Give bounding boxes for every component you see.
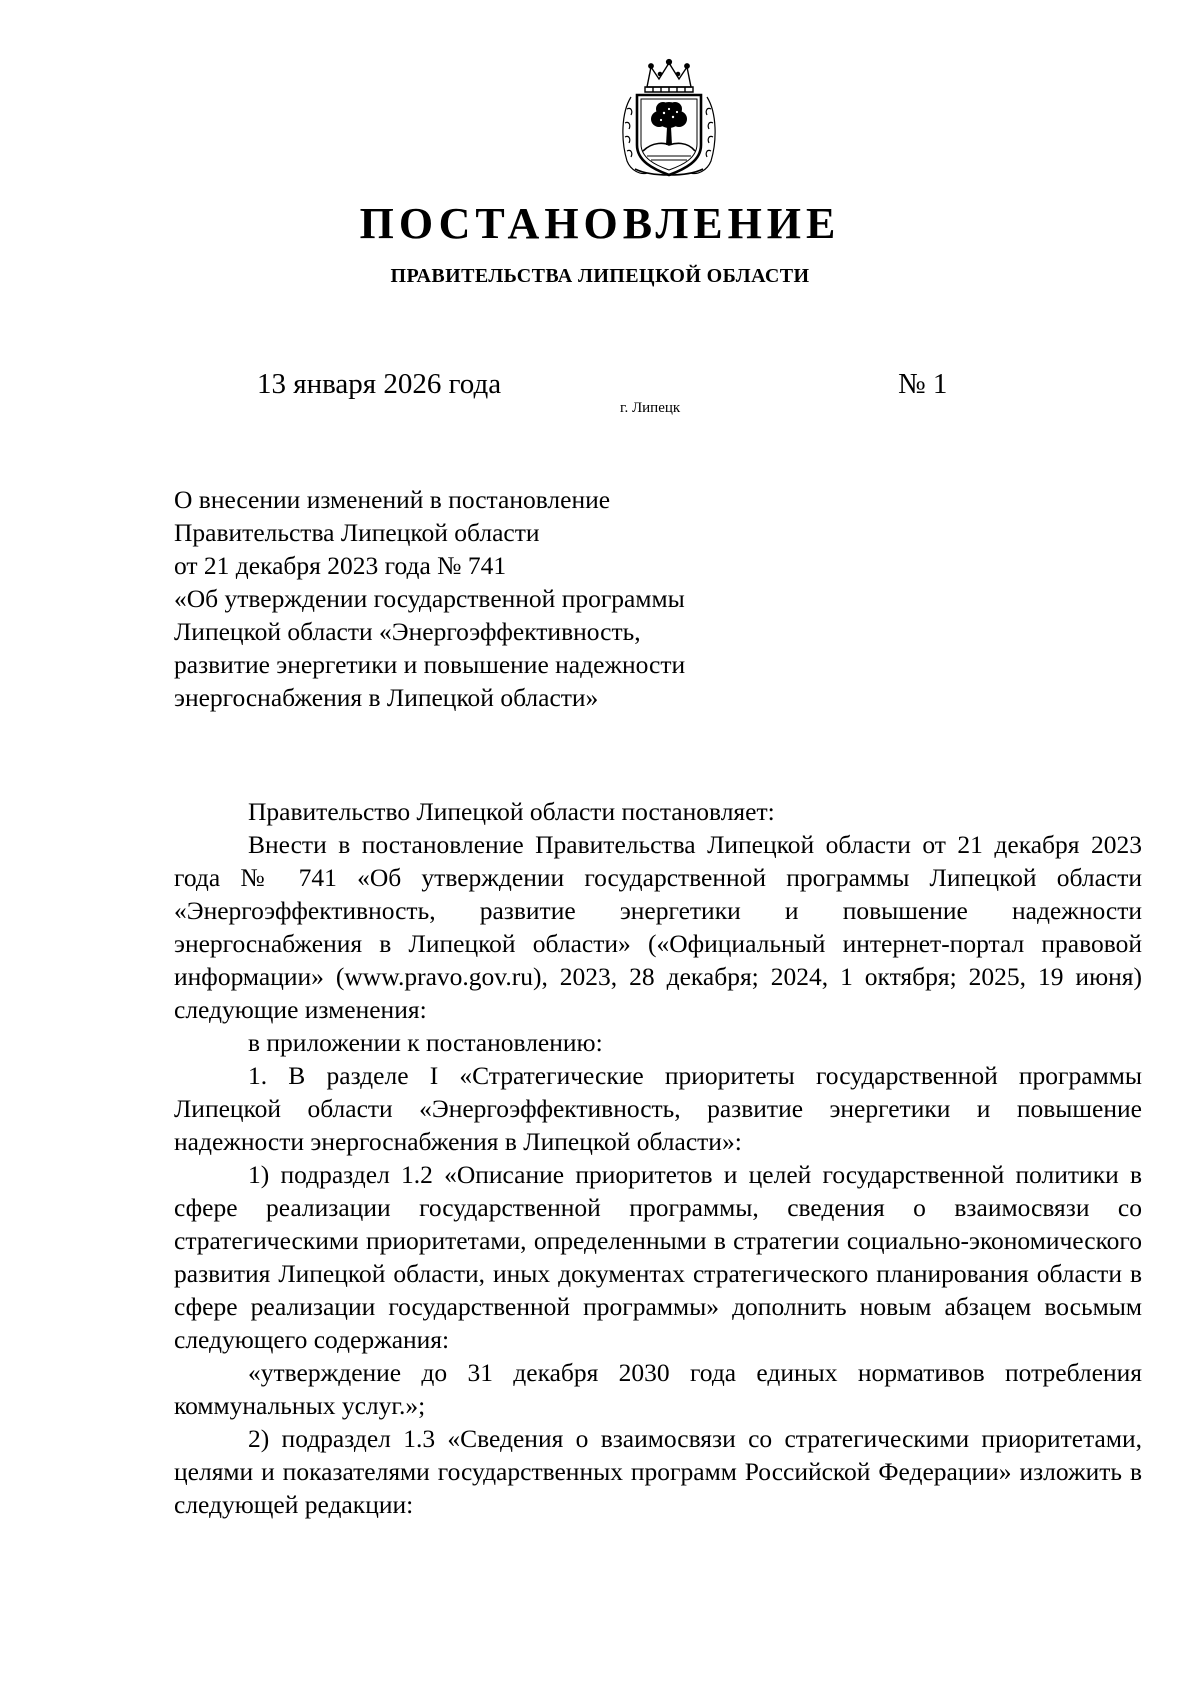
heading-line: энергоснабжения в Липецкой области»	[174, 683, 599, 712]
document-subtitle: ПРАВИТЕЛЬСТВА ЛИПЕЦКОЙ ОБЛАСТИ	[390, 265, 810, 287]
body-paragraph: 1. В разделе I «Стратегические приоритеты государственной программы Липецкой области «Энергоэффективность, развитие энергетики и повышение надежности энергоснабжения в Липецкой области»:	[174, 1061, 1142, 1156]
document-city: г. Липецк	[620, 400, 681, 416]
heading-line: Липецкой области «Энергоэффективность,	[174, 617, 641, 646]
heading-line: от 21 декабря 2023 года № 741	[174, 551, 507, 580]
body-paragraph: 1) подраздел 1.2 «Описание приоритетов и целей государственной политики в сфере реализации государственной программы, сведения о взаимосвязи со стратегическими приоритетами, определенными в стратегии социально-экономического развития Липецкой области, иных документах стратегического планирования области в сфере реализации государственной программы» дополнить новым абзацем восьмым следующего содержания:	[174, 1160, 1142, 1354]
heading-line: Правительства Липецкой области	[174, 518, 540, 547]
body-paragraph: 2) подраздел 1.3 «Сведения о взаимосвязи со стратегическими приоритетами, целями и показателями государственных программ Российской Федерации» изложить в следующей редакции:	[174, 1424, 1142, 1519]
body-paragraph: Внести в постановление Правительства Липецкой области от 21 декабря 2023 года № 741 «Об утверждении государственной программы Липецкой области «Энергоэффективность, развитие энергетики и повышение надежности энергоснабжения в Липецкой области» («Официальный интернет-портал правовой информации» (www.pravo.gov.ru), 2023, 28 декабря; 2024, 1 октября; 2025, 19 июня) следующие изменения:	[174, 830, 1142, 1024]
heading-line: развитие энергетики и повышение надежности	[174, 650, 686, 679]
body-paragraph: «утверждение до 31 декабря 2030 года единых нормативов потребления коммунальных услуг.»;	[174, 1358, 1142, 1420]
coat-of-arms-icon	[617, 57, 721, 181]
document-number: № 1	[898, 368, 948, 400]
body-paragraph: в приложении к постановлению:	[248, 1028, 603, 1057]
document-body	[174, 795, 1142, 1521]
document-date: 13 января 2026 года	[257, 368, 502, 400]
body-paragraph: Правительство Липецкой области постановляет:	[248, 797, 775, 826]
document-heading	[174, 483, 685, 714]
document-title: ПОСТАНОВЛЕНИЕ	[359, 199, 841, 248]
heading-line: «Об утверждении государственной программы	[174, 584, 685, 613]
heading-line: О внесении изменений в постановление	[174, 485, 611, 514]
